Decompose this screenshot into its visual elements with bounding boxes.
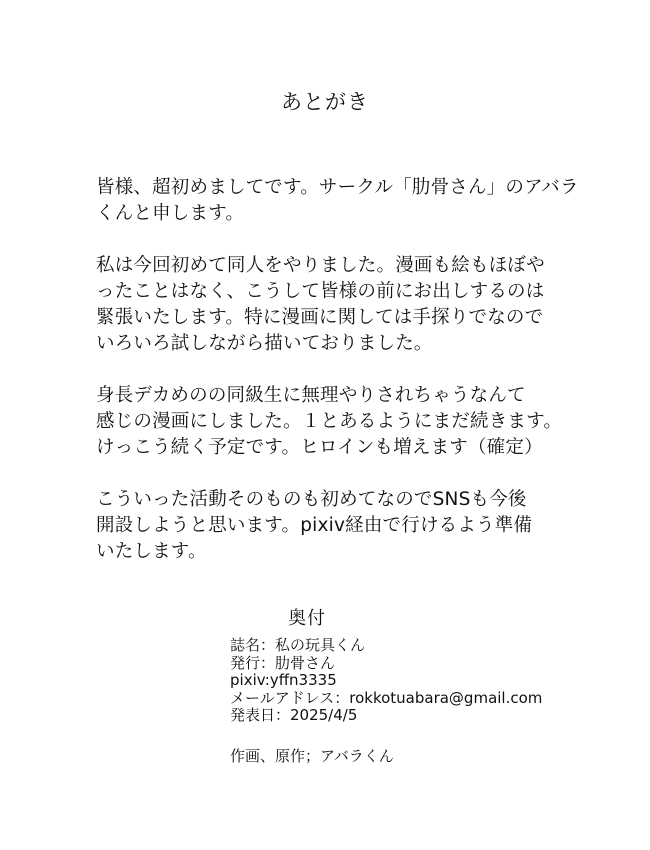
colophon-date: 発表日：2025/4/5	[230, 706, 358, 724]
text-line: 緊張いたします。特に漫画に関しては手探りでなので	[96, 307, 544, 328]
paragraph-2	[96, 253, 596, 357]
paragraph-1	[96, 175, 596, 227]
colophon-publication-name: 誌名：私の玩具くん	[230, 636, 366, 654]
paragraph-3	[96, 383, 596, 461]
afterword-title: あとがき	[281, 90, 369, 114]
text-line: くんと申します。	[96, 203, 245, 224]
text-line: 皆様、超初めましてです。サークル「肋骨さん」のアバラ	[96, 177, 579, 198]
text-line: 私は今回初めて同人をやりました。漫画も絵もほぼや	[96, 255, 545, 276]
colophon-publisher: 発行：肋骨さん	[230, 653, 336, 672]
text-line: いろいろ試しながら描いておりました。	[96, 333, 433, 354]
text-line: いたします。	[96, 541, 207, 562]
text-line: 身長デカめのの同級生に無理やりされちゃうなんて	[96, 385, 526, 406]
text-line: けっこう続く予定です。ヒロインも増えます（確定）	[96, 437, 543, 458]
paragraph-4	[96, 487, 596, 565]
text-line: 感じの漫画にしました。１とあるようにまだ続きます。	[96, 411, 563, 432]
colophon-title: 奥付	[288, 608, 326, 629]
colophon-details	[230, 637, 630, 725]
colophon-credit: 作画、原作；アバラくん	[230, 747, 394, 765]
afterword-body	[96, 175, 596, 591]
text-line: こういった活動そのものも初めてなのでSNSも今後	[96, 489, 527, 510]
text-line: ったことはなく、こうして皆様の前にお出しするのは	[96, 281, 545, 302]
text-line: 開設しようと思います。pixiv経由で行けるよう準備	[96, 515, 533, 536]
colophon-pixiv: pixiv:yffn3335	[230, 671, 337, 689]
colophon-email: メールアドレス：rokkotuabara@gmail.com	[230, 688, 543, 707]
